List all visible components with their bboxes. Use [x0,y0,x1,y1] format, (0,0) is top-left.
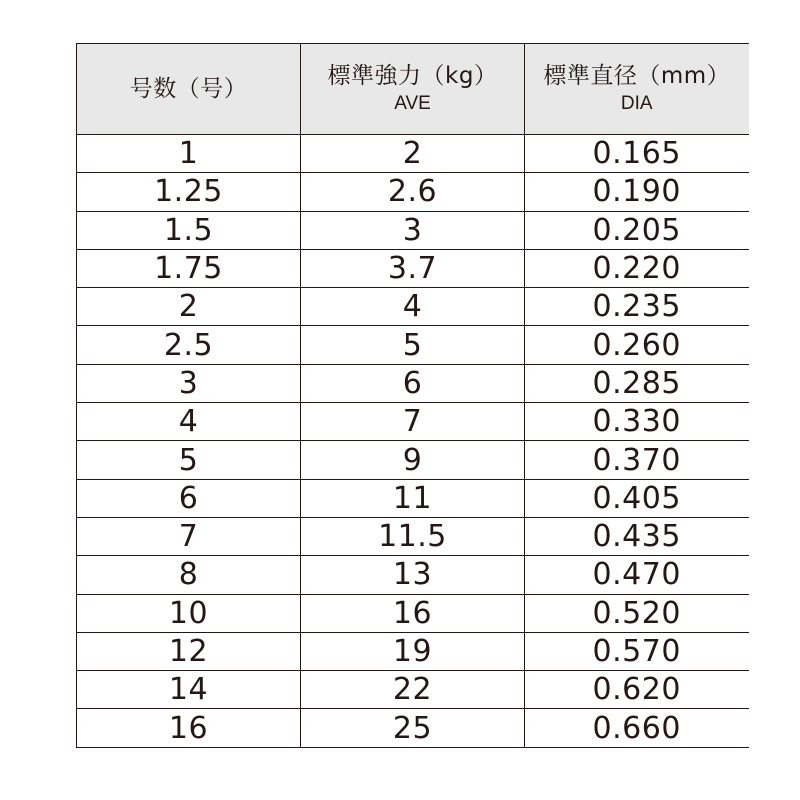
header-standard-diameter [525,44,749,135]
size-number-cell: 1.25 [77,173,301,211]
size-number-cell: 2 [77,288,301,326]
standard-diameter-cell: 0.620 [525,671,749,709]
size-number-cell: 3 [77,364,301,402]
line-spec-table [76,43,749,748]
standard-diameter-cell: 0.520 [525,594,749,632]
standard-strength-cell: 2.6 [301,173,525,211]
standard-diameter-cell: 0.370 [525,441,749,479]
table-row [77,249,749,287]
header-size-number-label: 号数（号） [129,76,248,102]
table-row [77,441,749,479]
standard-diameter-cell: 0.660 [525,709,749,747]
standard-strength-cell: 19 [301,632,525,670]
header-standard-strength-sublabel: AVE [394,93,431,114]
standard-diameter-cell: 0.470 [525,556,749,594]
size-number-cell: 6 [77,479,301,517]
table-header [77,44,749,135]
size-number-cell: 14 [77,671,301,709]
standard-strength-cell: 3.7 [301,249,525,287]
table-row [77,479,749,517]
size-number-cell: 12 [77,632,301,670]
header-size-number [77,44,301,135]
standard-strength-cell: 7 [301,403,525,441]
standard-diameter-cell: 0.285 [525,364,749,402]
standard-strength-cell: 5 [301,326,525,364]
table-row [77,288,749,326]
table-row [77,173,749,211]
table-row [77,671,749,709]
table-row [77,556,749,594]
size-number-cell: 5 [77,441,301,479]
header-row [77,44,749,135]
table-row [77,594,749,632]
standard-diameter-cell: 0.205 [525,211,749,249]
size-number-cell: 1.5 [77,211,301,249]
table-body [77,135,749,748]
table-row [77,403,749,441]
standard-strength-cell: 25 [301,709,525,747]
table-row [77,709,749,747]
table-row [77,364,749,402]
table-row [77,211,749,249]
table-row [77,326,749,364]
standard-diameter-cell: 0.235 [525,288,749,326]
size-number-cell: 2.5 [77,326,301,364]
standard-strength-cell: 11.5 [301,517,525,555]
standard-diameter-cell: 0.405 [525,479,749,517]
table-row [77,632,749,670]
size-number-cell: 4 [77,403,301,441]
size-number-cell: 10 [77,594,301,632]
header-standard-strength [301,44,525,135]
table-row [77,135,749,173]
size-number-cell: 7 [77,517,301,555]
standard-diameter-cell: 0.220 [525,249,749,287]
standard-strength-cell: 3 [301,211,525,249]
standard-strength-cell: 9 [301,441,525,479]
standard-strength-cell: 2 [301,135,525,173]
table-row [77,517,749,555]
header-standard-diameter-label: 標準直径（mm） [543,63,731,89]
size-number-cell: 16 [77,709,301,747]
size-number-cell: 1.75 [77,249,301,287]
standard-diameter-cell: 0.260 [525,326,749,364]
standard-strength-cell: 16 [301,594,525,632]
standard-strength-cell: 6 [301,364,525,402]
standard-strength-cell: 4 [301,288,525,326]
standard-strength-cell: 13 [301,556,525,594]
standard-strength-cell: 22 [301,671,525,709]
standard-diameter-cell: 0.165 [525,135,749,173]
standard-diameter-cell: 0.330 [525,403,749,441]
header-standard-strength-label: 標準強力（kg） [327,63,498,89]
size-number-cell: 1 [77,135,301,173]
size-number-cell: 8 [77,556,301,594]
standard-strength-cell: 11 [301,479,525,517]
standard-diameter-cell: 0.435 [525,517,749,555]
standard-diameter-cell: 0.190 [525,173,749,211]
header-standard-diameter-sublabel: DIA [620,93,653,114]
standard-diameter-cell: 0.570 [525,632,749,670]
